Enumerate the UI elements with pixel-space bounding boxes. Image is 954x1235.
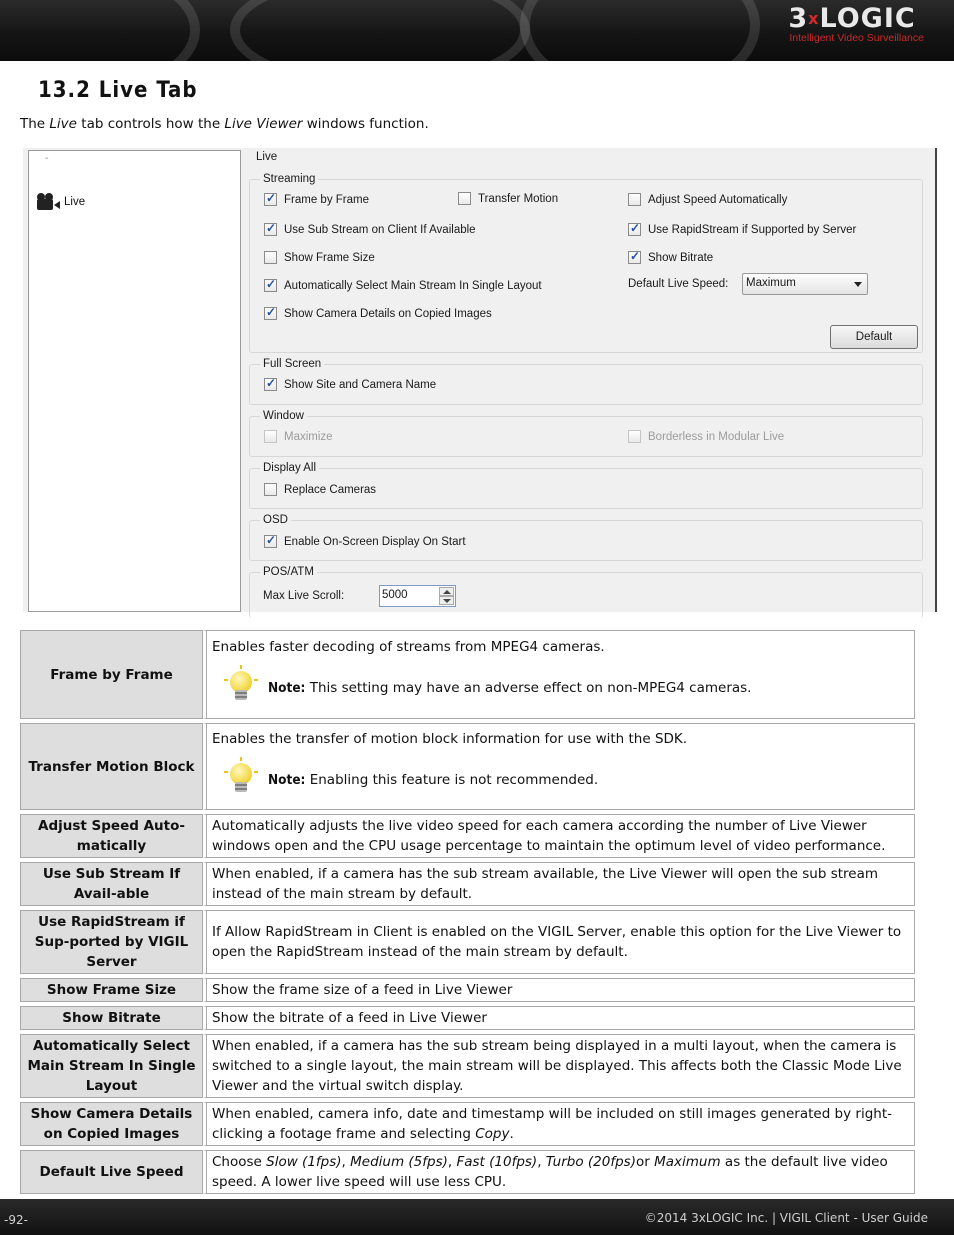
video-camera-icon xyxy=(35,193,61,211)
table-row xyxy=(20,910,915,974)
setting-name: Show Camera Details on Copied Images xyxy=(20,1102,203,1146)
maximize-checkbox[interactable]: Maximize xyxy=(264,430,333,443)
setting-description: When enabled, camera info, date and timestamp will be included on still images generated by right-clicking a footage frame and selecting Copy. xyxy=(203,1102,915,1146)
section-title: 13.2 Live Tab xyxy=(38,78,198,103)
full-screen-group: Full Screen ✓ Show Site and Camera Name xyxy=(249,364,923,405)
setting-description: When enabled, if a camera has the sub stream being displayed in a multi layout, when the camera is switched to a single layout, the main stream will be displayed. This affects both the Classic Mode Live Viewer and the virtual switch display. xyxy=(203,1034,915,1098)
show-site-camera-name-checkbox[interactable]: ✓ Show Site and Camera Name xyxy=(264,378,436,391)
default-button[interactable]: Default xyxy=(830,325,918,349)
setting-name: Default Live Speed xyxy=(20,1150,203,1194)
table-row xyxy=(20,814,915,858)
max-live-scroll-label: Max Live Scroll: xyxy=(263,590,345,602)
table-row xyxy=(20,1150,915,1194)
adjust-speed-checkbox[interactable]: Adjust Speed Automatically xyxy=(628,193,787,206)
setting-description: Enables faster decoding of streams from MPEG4 cameras. Note: This setting may have an adverse effect on non-MPEG4 cameras. xyxy=(203,630,915,719)
spinner-up-icon[interactable] xyxy=(439,587,454,596)
setting-name: Automatically Select Main Stream In Single Layout xyxy=(20,1034,203,1098)
table-row xyxy=(20,1034,915,1098)
setting-name: Frame by Frame xyxy=(20,630,203,719)
page-number: -92- xyxy=(4,1213,28,1227)
header-swirl-decoration xyxy=(0,0,200,61)
intro-paragraph: The Live tab controls how the Live Viewer windows function. xyxy=(20,116,429,132)
copyright-text: ©2014 3xLOGIC Inc. | VIGIL Client - User Guide xyxy=(644,1211,928,1225)
auto-select-main-stream-checkbox[interactable]: ✓ Automatically Select Main Stream In Single Layout xyxy=(264,279,542,292)
setting-name: Use RapidStream if Sup-ported by VIGIL Server xyxy=(20,910,203,974)
panel-title: Live xyxy=(256,151,278,163)
show-camera-details-checkbox[interactable]: ✓ Show Camera Details on Copied Images xyxy=(264,307,492,320)
tree-node-live[interactable]: Live xyxy=(35,193,85,211)
transfer-motion-checkbox[interactable]: Transfer Motion xyxy=(458,192,558,205)
table-row xyxy=(20,978,915,1002)
display-all-group: Display All Replace Cameras xyxy=(249,468,923,509)
frame-by-frame-checkbox[interactable]: ✓ Frame by Frame xyxy=(264,193,369,206)
table-row xyxy=(20,723,915,810)
spinner-down-icon[interactable] xyxy=(439,596,454,605)
show-frame-size-checkbox[interactable]: Show Frame Size xyxy=(264,251,375,264)
replace-cameras-checkbox[interactable]: Replace Cameras xyxy=(264,483,376,496)
chevron-down-icon xyxy=(854,282,862,287)
table-row xyxy=(20,1006,915,1030)
borderless-modular-live-checkbox[interactable]: Borderless in Modular Live xyxy=(628,430,784,443)
setting-name: Transfer Motion Block xyxy=(20,723,203,810)
window-group: Window Maximize Borderless in Modular Live xyxy=(249,416,923,457)
default-live-speed-label: Default Live Speed: xyxy=(628,278,729,290)
show-bitrate-checkbox[interactable]: ✓ Show Bitrate xyxy=(628,251,713,264)
streaming-group: Streaming ✓ Frame by Frame Transfer Motion Adjust Speed Automatically ✓ Use Sub Stream on Client If Available ✓ Use RapidStream if Supported by Server Show Frame Size ✓ Show Bitrate ✓ Automatically Select Main Stream In Single Layout Default Live Speed: Maximum ✓ Show Camera Details on Copied Images Default xyxy=(249,179,923,353)
table-row xyxy=(20,1102,915,1146)
lightbulb-icon xyxy=(224,669,258,707)
company-logo: 3xLOGIC Intelligent Video Surveillance xyxy=(788,3,924,44)
header-swirl-decoration xyxy=(520,0,760,61)
live-settings-panel xyxy=(247,150,933,612)
note: Note: Enabling this feature is not recommended. xyxy=(212,761,909,799)
logo-tagline: Intelligent Video Surveillance xyxy=(789,32,924,44)
header-swirl-decoration xyxy=(230,0,530,61)
setting-description: Show the bitrate of a feed in Live Viewer xyxy=(203,1006,915,1030)
setting-name: Show Frame Size xyxy=(20,978,203,1002)
setting-name: Use Sub Stream If Avail-able xyxy=(20,862,203,906)
setting-description: Enables the transfer of motion block information for use with the SDK. Note: Enabling this feature is not recommended. xyxy=(203,723,915,810)
setting-description: Show the frame size of a feed in Live Viewer xyxy=(203,978,915,1002)
table-row xyxy=(20,630,915,719)
max-live-scroll-spinner[interactable]: 5000 xyxy=(379,585,456,607)
live-settings-table xyxy=(20,626,915,1198)
lightbulb-icon xyxy=(224,761,258,799)
settings-tree: - Live xyxy=(28,150,241,612)
page-header xyxy=(0,0,954,61)
setting-description: Automatically adjusts the live video speed for each camera according the number of Live Viewer windows open and the CPU usage percentage to maintain the optimum level of video performance. xyxy=(203,814,915,858)
use-rapidstream-checkbox[interactable]: ✓ Use RapidStream if Supported by Server xyxy=(628,223,856,236)
page-footer xyxy=(0,1199,954,1235)
setting-name: Show Bitrate xyxy=(20,1006,203,1030)
table-row xyxy=(20,862,915,906)
osd-group: OSD ✓ Enable On-Screen Display On Start xyxy=(249,520,923,561)
note: Note: This setting may have an adverse effect on non-MPEG4 cameras. xyxy=(212,669,909,707)
setting-description: If Allow RapidStream in Client is enabled on the VIGIL Server, enable this option for the Live Viewer to open the RapidStream instead of the main stream by default. xyxy=(203,910,915,974)
enable-osd-checkbox[interactable]: ✓ Enable On-Screen Display On Start xyxy=(264,535,466,548)
setting-description: When enabled, if a camera has the sub stream available, the Live Viewer will open the sub stream instead of the main stream by default. xyxy=(203,862,915,906)
default-live-speed-select[interactable]: Maximum xyxy=(742,273,868,295)
pos-atm-group: POS/ATM Max Live Scroll: 5000 xyxy=(249,572,923,618)
setting-name: Adjust Speed Auto-matically xyxy=(20,814,203,858)
setting-description: Choose Slow (1fps), Medium (5fps), Fast (10fps), Turbo (20fps)or Maximum as the default live video speed. A lower live speed will use less CPU. xyxy=(203,1150,915,1194)
live-settings-screenshot xyxy=(23,148,937,612)
use-sub-stream-checkbox[interactable]: ✓ Use Sub Stream on Client If Available xyxy=(264,223,476,236)
